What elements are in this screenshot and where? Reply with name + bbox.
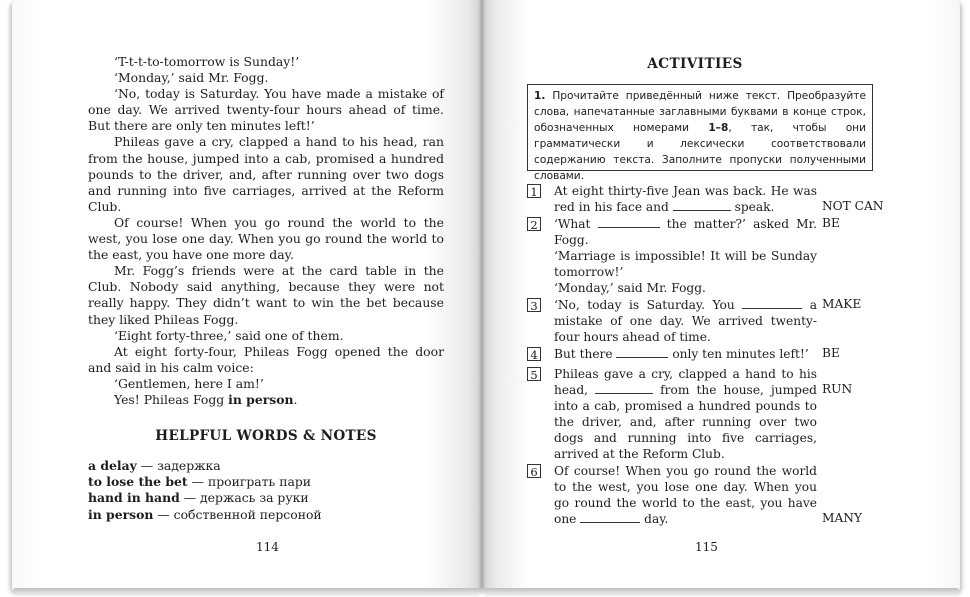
exercise-number-box: 4: [527, 347, 541, 361]
glossary-meaning: собственной персоной: [173, 506, 322, 522]
task-text: Прочитайте приведённый ниже текст. Преобразуйте слова, напечатанные заглавными буквами в конце строк, обозначенных номерами: [534, 90, 866, 135]
helpful-words-list: [88, 458, 444, 523]
exercise-text: [554, 346, 817, 362]
exercise-text-part: ‘No, today is Saturday. You: [554, 298, 743, 312]
exercise-text: [554, 297, 817, 345]
exercise-text-part: from the house, jumped into a cab, promised a hundred pounds to the driver, and, after running over two dogs and running into five carriages, arrived at the Reform Club.: [554, 383, 817, 462]
paragraph: Mr. Fogg’s friends were at the card table in the Club. Nobody said anything, because they were not really happy. They didn’t want to win the bet because they liked Phileas Fogg.: [88, 263, 444, 327]
answer-blank[interactable]: [616, 346, 668, 358]
exercise-text-extra: ‘Marriage is impossible! It will be Sunday tomorrow!’: [554, 249, 817, 280]
exercise-text-part: a mistake of one day. We arrived twenty-four hours ahead of time.: [554, 298, 817, 345]
exercise-number-box: 6: [527, 464, 541, 478]
helpful-words-title: HELPFUL WORDS & NOTES: [155, 428, 377, 444]
bold-phrase: in person: [228, 391, 294, 407]
exercise-number-box: 3: [527, 298, 541, 312]
exercise-text-part: At eight thirty-five Jean was back. He was red in his face and: [554, 184, 817, 215]
paragraph: ‘Monday,’ said Mr. Fogg.: [114, 70, 269, 86]
glossary-dash: —: [179, 490, 201, 506]
exercise-text: [554, 366, 817, 463]
glossary-entry: [88, 490, 444, 506]
glossary-entry: [88, 507, 444, 523]
book-spine: [478, 0, 486, 592]
exercise-number-box: 5: [527, 367, 541, 381]
answer-blank[interactable]: [742, 297, 802, 309]
exercise-text-part: Phileas gave a cry, clapped a hand to his head,: [554, 367, 817, 398]
task-text: , так, чтобы они грамматически и лексически соответствовали содержанию текста. Заполните пропуски полученными словами.: [534, 122, 866, 183]
exercise-item: [527, 216, 817, 296]
exercise-text: [554, 183, 817, 215]
answer-blank[interactable]: [673, 199, 731, 211]
task-range: 1–8: [708, 122, 729, 135]
glossary-term: in person: [88, 506, 154, 522]
page-number-left: 114: [256, 540, 279, 554]
glossary-dash: —: [153, 506, 174, 522]
paragraph-text: Yes! Phileas Fogg: [114, 391, 229, 407]
page-edges: [14, 588, 958, 594]
exercise-text-part: But there: [554, 347, 617, 361]
exercise-number-box: 1: [527, 184, 541, 198]
glossary-entry: [88, 474, 444, 490]
paragraph: [88, 392, 444, 408]
exercise-text: [554, 463, 817, 527]
keyword: NOT CAN: [822, 199, 884, 213]
exercise-text-part: the matter?’ asked Mr. Fogg.: [554, 217, 817, 248]
paragraph: ‘Eight forty-three,’ said one of them.: [114, 327, 344, 343]
answer-blank[interactable]: [580, 511, 640, 523]
glossary-dash: —: [136, 458, 158, 473]
paragraph: ‘Gentlemen, here I am!’: [114, 375, 264, 391]
paragraph: ‘No, today is Saturday. You have made a mistake of one day. We arrived twenty-four hours ahead of time. But there are only ten minutes left!’: [88, 86, 444, 134]
activities-title: ACTIVITIES: [647, 56, 743, 72]
keyword: MAKE: [822, 297, 862, 311]
exercise-text-part: ‘What: [554, 217, 598, 231]
keyword: RUN: [822, 382, 853, 396]
paragraph: Phileas gave a cry, clapped a hand to his head, ran from the house, jumped into a cab, promised a hundred pounds to the driver, and, after running over two dogs and running into five carriages, arrived at the Reform Club.: [88, 134, 444, 214]
task-instructions-box: [527, 84, 873, 183]
paragraph: Of course! When you go round the world to the west, you lose one day. When you go round the world to the east, you have one more day.: [88, 214, 444, 263]
glossary-meaning: держась за руки: [200, 490, 309, 506]
exercise-text-part: day.: [640, 512, 669, 527]
exercise-item: [527, 346, 817, 362]
glossary-term: to lose the bet: [88, 474, 188, 490]
paragraph: ‘T-t-t-to-tomorrow is Sunday!’: [114, 54, 300, 69]
exercise-text: [554, 216, 817, 296]
keyword: BE: [822, 346, 840, 360]
glossary-meaning: проиграть пари: [207, 474, 312, 490]
task-number: 1.: [534, 90, 546, 102]
exercise-item: [527, 183, 817, 215]
paragraph: At eight forty-four, Phileas Fogg opened the door and said in his calm voice:: [88, 343, 444, 375]
glossary-dash: —: [187, 474, 208, 490]
answer-blank[interactable]: [598, 216, 660, 228]
exercise-number-box: 2: [527, 217, 541, 231]
glossary-term: a delay: [88, 458, 137, 473]
story-text: [88, 54, 444, 408]
page-number-right: 115: [695, 540, 718, 554]
glossary-meaning: задержка: [157, 458, 221, 473]
paragraph-text: .: [293, 391, 298, 407]
exercise-item: [527, 463, 817, 527]
exercise-text-extra: ‘Monday,’ said Mr. Fogg.: [554, 281, 706, 296]
exercise-item: [527, 366, 817, 463]
exercise-text-part: Of course! When you go round the world to the west, you lose one day. When you go round the world to the east, you have one: [554, 464, 817, 527]
exercise-text-part: speak.: [730, 200, 775, 215]
glossary-entry: [88, 458, 444, 474]
answer-blank[interactable]: [595, 382, 653, 394]
exercise-item: [527, 297, 817, 345]
keyword: BE: [822, 216, 840, 230]
glossary-term: hand in hand: [88, 490, 180, 506]
exercise-text-part: only ten minutes left!’: [668, 347, 809, 361]
keyword: MANY: [822, 511, 862, 525]
